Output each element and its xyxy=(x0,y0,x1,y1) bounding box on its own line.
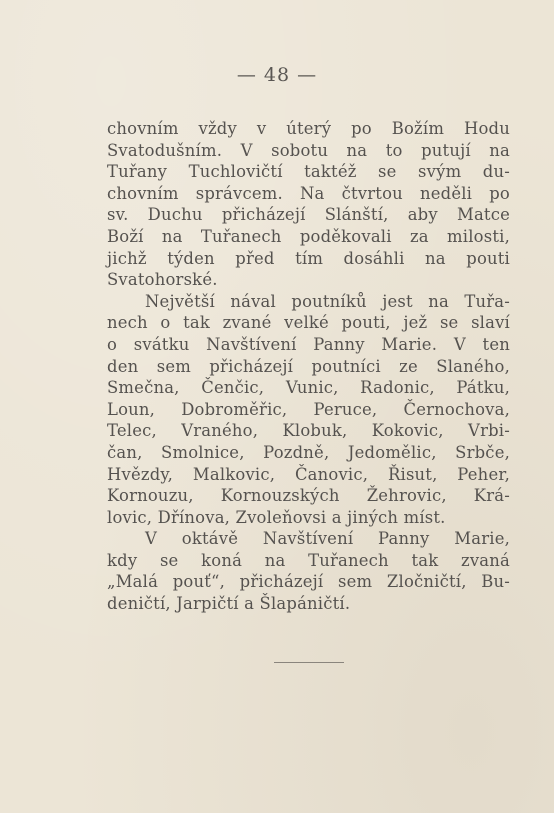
text-line: kdy se koná na Tuřanech tak zvaná xyxy=(107,550,510,570)
text-line: Smečna, Čenčic, Vunic, Radonic, Pátku, xyxy=(107,378,510,398)
text-line: sv. Duchu přicházejí Slánští, aby Matce xyxy=(107,205,510,225)
text-line: chovním správcem. Na čtvrtou neděli po xyxy=(107,183,510,203)
text-line: „Malá pouť“, přicházejí sem Zločničtí, Bu- xyxy=(107,572,510,592)
text-line: Tuřany Tuchlovičtí taktéž se svým du- xyxy=(107,162,510,182)
text-line: Největší nával poutníků jest na Tuřa- xyxy=(145,291,510,311)
text-line: Telec, Vraného, Klobuk, Kokovic, Vrbi- xyxy=(107,421,510,441)
text-line: Hvězdy, Malkovic, Čanovic, Řisut, Peher, xyxy=(107,464,510,484)
text-line: Svatohorské. xyxy=(107,270,218,290)
text-line: Kornouzu, Kornouzských Žehrovic, Krá- xyxy=(107,486,510,506)
text-line: Boží na Tuřanech poděkovali za milosti, xyxy=(107,226,510,246)
text-line: čan, Smolnice, Pozdně, Jedomělic, Srbče, xyxy=(107,442,510,462)
body-text xyxy=(107,118,510,615)
page-number: — 48 — xyxy=(236,64,318,86)
text-line: nech o tak zvané velké pouti, jež se slaví xyxy=(107,313,510,333)
text-line: den sem přicházejí poutníci ze Slaného, xyxy=(107,356,510,376)
text-line: deničtí, Jarpičtí a Šlapáničtí. xyxy=(107,594,351,614)
text-line: jichž týden před tím dosáhli na pouti xyxy=(107,248,510,268)
text-line: lovic, Dřínova, Zvoleňovsi a jiných míst. xyxy=(107,507,446,527)
text-line: o svátku Navštívení Panny Marie. V ten xyxy=(107,334,510,354)
section-divider xyxy=(274,662,344,663)
text-line: Loun, Dobroměřic, Peruce, Černochova, xyxy=(107,399,510,419)
text-line: V oktávě Navštívení Panny Marie, xyxy=(145,529,510,549)
text-line: Svatodušním. V sobotu na to putují na xyxy=(107,140,510,160)
text-line: chovním vždy v úterý po Božím Hodu xyxy=(107,119,510,138)
